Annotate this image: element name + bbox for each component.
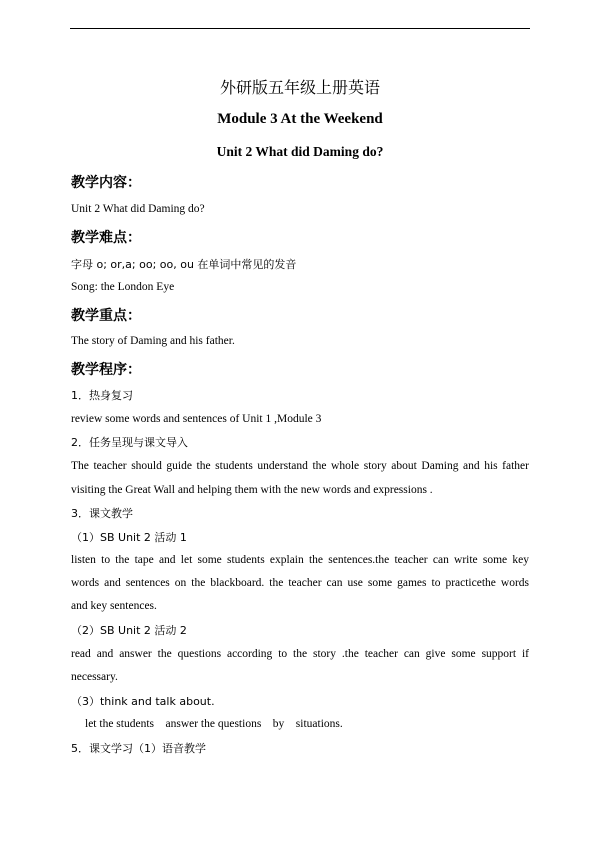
- step-2-line-2: visiting the Great Wall and helping them with the new words and expressions .: [71, 484, 433, 496]
- unit-title: Unit 2 What did Daming do?: [216, 144, 384, 159]
- procedure-heading: 教学程序：: [71, 362, 141, 378]
- difficulty-line-2: Song: the London Eye: [71, 281, 175, 293]
- substep-2-line-2: necessary.: [71, 671, 118, 683]
- key-text: The story of Daming and his father.: [71, 335, 235, 347]
- step-1-title: 1．热身复习: [71, 389, 133, 402]
- substep-2-title: （2）SB Unit 2 活动 2: [71, 624, 187, 637]
- step-2-title: 2．任务呈现与课文导入: [71, 436, 188, 449]
- substep-1-title: （1）SB Unit 2 活动 1: [71, 531, 187, 544]
- document-title: 外研版五年级上册英语: [219, 78, 380, 97]
- substep-1-line-3: and key sentences.: [71, 600, 157, 612]
- step-1-text: review some words and sentences of Unit 1 ,Module 3: [71, 413, 322, 425]
- difficulty-heading: 教学难点：: [71, 230, 141, 246]
- content-heading: 教学内容：: [71, 175, 141, 191]
- difficulty-line-1: 字母 o; or,a; oo; oo, ou 在单词中常见的发音: [71, 258, 297, 271]
- step-2-line-1: The teacher should guide the students understand the whole story about Daming and his father: [71, 460, 529, 472]
- substep-1-line-1: listen to the tape and let some students explain the sentences.the teacher can write some key: [71, 554, 529, 566]
- step-3-title: 3．课文教学: [71, 507, 133, 520]
- module-title: Module 3 At the Weekend: [217, 111, 383, 127]
- step-5-title: 5．课文学习（1）语音教学: [71, 742, 206, 755]
- key-heading: 教学重点：: [71, 308, 141, 324]
- substep-3-line-1: let the students answer the questions by situations.: [85, 718, 343, 730]
- header-rule: [70, 28, 530, 29]
- content-text: Unit 2 What did Daming do?: [71, 203, 205, 215]
- substep-2-line-1: read and answer the questions according to the story .the teacher can give some support if: [71, 648, 529, 660]
- substep-3-title: （3）think and talk about.: [71, 695, 215, 708]
- substep-1-line-2: words and sentences on the blackboard. the teacher can use some games to practicethe words: [71, 577, 529, 589]
